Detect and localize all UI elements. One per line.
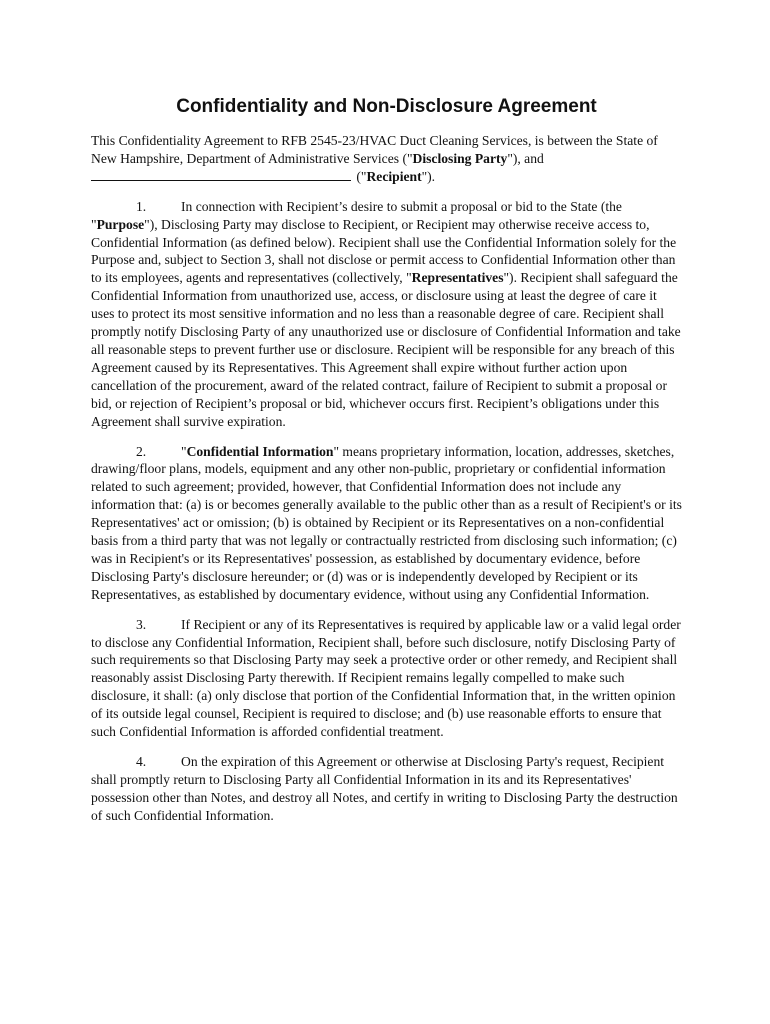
intro-text-2: "), and [507,150,544,166]
section-2-text-a: " [181,443,187,459]
section-1-text-d: "). Recipient shall safeguard the Confidential Information from unauthorized use, access, or disclosure using at least the degree of care it uses to protect its most sensitive information and no less than a reasonable degree of care. Recipient shall promptly notify Disclosing Party of any unauthorized use or disclosure of Confidential Information and take all reasonable steps to prevent further use or disclosure. Recipient will be responsible for any breach of this Agreement caused by its Representatives. This Agreement shall expire without further action upon cancellation of the procurement, award of the related contract, failure of Recipient to submit a proposal or bid, or rejection of Recipient’s proposal or bid, whichever occurs first. Recipient’s obligations under this Agreement shall survive expiration. [91,270,681,429]
section-4-text: On the expiration of this Agreement or otherwise at Disclosing Party's request, Recipient shall promptly return to Disclosing Party all Confidential Information in its and its Representatives' possession other than Notes, and destroy all Notes, and certify in writing to Disclosing Party the destruction of such Confidential Information. [91,754,678,823]
purpose-term: Purpose [96,216,145,232]
intro-text-1: This Confidentiality Agreement to RFB 2545-23/HVAC Duct Cleaning Services, is between the State of New Hampshire, Department of Administrative Services (" [91,133,658,166]
section-4-paragraph [91,753,682,825]
intro-text-3: (" [353,168,367,184]
intro-text-4: "). [421,168,436,184]
section-1-text-c: "), Disclosing Party may disclose to Recipient, or Recipient may otherwise receive access to, Confidential Information (as defined below). Recipient shall use the Confidential Information solely for the Purpose and, subject to Section 3, shall not disclose or permit access to Confidential Information other than to its employees, agents and representatives (collectively, " [91,216,677,286]
disclosing-party-term: Disclosing Party [412,150,508,166]
recipient-name-blank-line [91,168,351,181]
section-number: 3. [136,616,147,632]
section-number: 4. [136,754,147,769]
intro-paragraph [91,132,682,186]
section-1-paragraph [91,198,682,431]
section-number: 1. [136,198,147,214]
section-number: 2. [136,443,147,459]
section-3-paragraph [91,616,682,741]
page-title: Confidentiality and Non-Disclosure Agreement [176,96,597,117]
section-3-text: If Recipient or any of its Representatives is required by applicable law or a valid legal order to disclose any Confidential Information, Recipient shall, before such disclosure, notify Disclosing Party of such requirements so that Disclosing Party may seek a protective order or other remedy, and Recipient shall reasonably assist Disclosing Party therewith. If Recipient remains legally compelled to make such disclosure, it shall: (a) only disclose that portion of the Confidential Information that, in the written opinion of its outside legal counsel, Recipient is required to disclose; and (b) use reasonable efforts to ensure that such Confidential Information is afforded confidential treatment. [91,616,681,740]
representatives-term: Representatives [411,270,504,286]
section-2-text-c: " means proprietary information, location, addresses, sketches, drawing/floor plans, models, equipment and any other non-public, proprietary or confidential information related to such agreement; provided, however, that Confidential Information does not include any information that: (a) is or becomes generally available to the public other than as a result of Recipient's or its Representatives' act or omission; (b) is obtained by Recipient or its Representatives on a non-confidential basis from a third party that was not legally or contractually restricted from disclosing such information; (c) was in Recipient's or its Representatives' possession, as established by documentary evidence, before Disclosing Party's disclosure hereunder; or (d) was or is independently developed by Recipient or its Representatives, as established by documentary evidence, without using any Confidential Information. [91,443,682,602]
section-1-text-a: In connection with Recipient’s desire to submit a proposal or bid to the State (the " [91,198,622,232]
confidential-information-term: Confidential Information [186,443,334,459]
recipient-term: Recipient [366,168,422,184]
section-2-paragraph [91,443,682,604]
